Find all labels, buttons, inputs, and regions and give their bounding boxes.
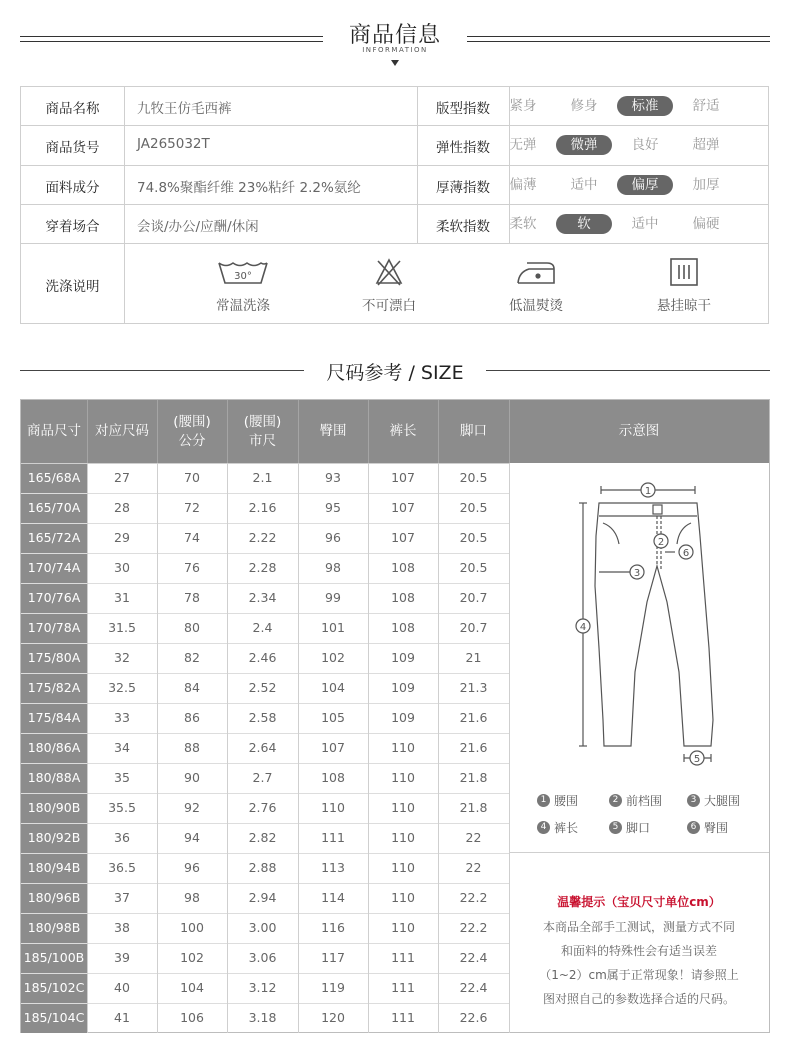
size-row (21, 493, 509, 523)
index-option: 适中 (631, 215, 659, 232)
size-value-cell: 110 (391, 920, 415, 935)
size-value-cell: 102 (321, 650, 345, 665)
size-value-cell: 110 (391, 770, 415, 785)
size-row (21, 673, 509, 703)
size-value-cell: 22.2 (459, 890, 488, 905)
index-option: 适中 (570, 176, 598, 193)
size-header-cell: (腰围) 市尺 (243, 413, 282, 449)
size-value-cell: 93 (325, 470, 341, 485)
index-option: 超弹 (692, 137, 720, 153)
legend-item (537, 819, 578, 836)
info-value: 会谈/办公/应酬/休闲 (137, 218, 259, 235)
size-value-cell: 41 (114, 1010, 130, 1025)
info-label: 穿着场合 (45, 218, 100, 235)
size-value-cell: 20.5 (459, 500, 488, 515)
size-value-cell: 2.22 (248, 530, 277, 545)
size-row (21, 733, 509, 763)
info-label: 商品名称 (45, 101, 100, 117)
size-value-cell: 74 (184, 530, 200, 545)
size-value-cell: 111 (321, 830, 345, 845)
size-value-cell: 98 (325, 560, 341, 575)
size-value-cell: 2.1 (252, 470, 273, 485)
size-value-cell: 88 (184, 740, 200, 755)
size-value-cell: 2.76 (248, 800, 277, 815)
info-label: 商品货号 (45, 140, 100, 156)
size-header-cell: 裤长 (389, 423, 417, 439)
size-value-cell: 22 (465, 830, 482, 845)
size-value-cell: 120 (321, 1010, 345, 1025)
product-info-table (20, 86, 769, 324)
no-bleach-icon (374, 257, 404, 287)
section-title-info: 商品信息 (348, 23, 441, 48)
size-value-cell: 104 (321, 680, 345, 695)
size-value-cell: 38 (114, 920, 130, 935)
size-value-cell: 21.8 (459, 800, 488, 815)
legend-item (609, 792, 662, 809)
index-option: 良好 (631, 137, 659, 153)
size-label-cell: 180/86A (21, 733, 87, 763)
tip-line-2: 和面料的特殊性会有适当误差 (560, 944, 717, 958)
size-value-cell: 20.7 (459, 590, 488, 605)
size-value-cell: 106 (180, 1010, 204, 1025)
size-value-cell: 72 (184, 500, 200, 515)
size-value-cell: 2.34 (248, 590, 277, 605)
size-value-cell: 33 (114, 710, 130, 725)
size-value-cell: 70 (184, 470, 200, 485)
size-value-cell: 20.5 (459, 560, 488, 575)
tip-line-1: 本商品全部手工测试，测量方式不同 (542, 920, 735, 934)
section-subtitle-info: INFORMATION (362, 46, 428, 54)
down-triangle-icon (391, 60, 399, 66)
index-option: 舒适 (692, 98, 720, 114)
index-option: 柔软 (509, 215, 537, 232)
diagram-marker-2: 2 (657, 537, 665, 548)
size-label-cell: 170/78A (21, 613, 87, 643)
size-value-cell: 109 (391, 650, 415, 665)
size-value-cell: 2.94 (248, 890, 277, 905)
pants-diagram (561, 476, 751, 776)
size-value-cell: 110 (391, 800, 415, 815)
size-row (21, 523, 509, 553)
size-value-cell: 98 (184, 890, 200, 905)
size-value-cell: 76 (184, 560, 200, 575)
size-row (21, 703, 509, 733)
size-value-cell: 22.4 (459, 950, 488, 965)
size-header-cell: (腰围) 公分 (173, 413, 211, 449)
size-value-cell: 2.58 (248, 710, 277, 725)
size-row (21, 463, 509, 493)
size-value-cell: 80 (184, 620, 200, 635)
index-label: 厚薄指数 (436, 179, 490, 196)
legend-label: 臀围 (704, 821, 729, 835)
size-label-cell: 185/104C (21, 1003, 87, 1033)
size-value-cell: 111 (391, 980, 415, 995)
size-value-cell: 3.18 (248, 1010, 277, 1025)
size-header-cell: 示意图 (618, 423, 660, 439)
size-value-cell: 86 (184, 710, 200, 725)
wash-care-label: 常温洗涤 (216, 298, 270, 314)
index-option: 紧身 (509, 98, 537, 114)
size-label-cell: 165/70A (21, 493, 87, 523)
size-value-cell: 101 (321, 620, 345, 635)
size-value-cell: 35.5 (108, 800, 136, 815)
legend-item (609, 819, 650, 836)
size-value-cell: 2.28 (248, 560, 277, 575)
header-rule-right (467, 36, 770, 42)
size-value-cell: 110 (391, 890, 415, 905)
size-header-cell: 商品尺寸 (27, 423, 81, 439)
size-row (21, 1003, 509, 1033)
size-value-cell: 119 (321, 980, 345, 995)
diagram-marker-1: 1 (644, 486, 652, 497)
legend-label: 腰围 (554, 794, 579, 808)
size-value-cell: 21.8 (459, 770, 488, 785)
size-value-cell: 21.3 (459, 680, 488, 695)
size-value-cell: 110 (391, 860, 415, 875)
legend-number: 1 (537, 794, 550, 807)
size-value-cell: 107 (391, 500, 415, 515)
size-label-cell: 175/82A (21, 673, 87, 703)
size-header-cell: 对应尺码 (95, 423, 149, 439)
size-value-cell: 22 (465, 860, 482, 875)
size-value-cell: 35 (114, 770, 130, 785)
size-label-cell: 180/88A (21, 763, 87, 793)
size-value-cell: 84 (184, 680, 200, 695)
size-value-cell: 2.46 (248, 650, 277, 665)
legend-item (537, 792, 578, 809)
info-label: 面料成分 (45, 179, 100, 196)
size-value-cell: 105 (321, 710, 345, 725)
size-value-cell: 3.06 (248, 950, 277, 965)
index-option: 偏厚 (617, 175, 673, 195)
size-value-cell: 110 (391, 740, 415, 755)
size-row (21, 883, 509, 913)
index-option: 无弹 (509, 137, 537, 153)
size-value-cell: 3.00 (248, 920, 277, 935)
legend-number: 4 (537, 821, 550, 834)
info-value: 74.8%聚酯纤维 23%粘纤 2.2%氨纶 (137, 179, 361, 196)
size-header-cell: 臀围 (319, 423, 347, 439)
legend-label: 前档围 (626, 794, 663, 808)
size-value-cell: 37 (114, 890, 130, 905)
size-value-cell: 36.5 (108, 860, 136, 875)
size-label-cell: 175/84A (21, 703, 87, 733)
size-value-cell: 108 (391, 560, 415, 575)
size-row (21, 853, 509, 883)
index-option: 偏薄 (509, 176, 537, 193)
diagram-marker-4: 4 (579, 622, 587, 633)
size-value-cell: 109 (391, 710, 415, 725)
size-row (21, 553, 509, 583)
wash-label: 洗涤说明 (45, 279, 100, 295)
size-value-cell: 94 (184, 830, 200, 845)
low-iron-icon (513, 257, 559, 287)
legend-label: 大腿围 (704, 794, 741, 808)
size-value-cell: 117 (321, 950, 345, 965)
size-value-cell: 2.88 (248, 860, 277, 875)
size-value-cell: 2.16 (248, 500, 277, 515)
size-label-cell: 180/92B (21, 823, 87, 853)
size-label-cell: 180/94B (21, 853, 87, 883)
size-value-cell: 108 (321, 770, 345, 785)
size-label-cell: 165/68A (21, 463, 87, 493)
size-value-cell: 114 (321, 890, 345, 905)
size-rule-right (486, 370, 770, 371)
size-value-cell: 107 (321, 740, 345, 755)
size-label-cell: 170/74A (21, 553, 87, 583)
size-row (21, 973, 509, 1003)
wash-30-icon (215, 257, 271, 287)
size-value-cell: 32 (114, 650, 130, 665)
tip-title: 温馨提示（宝贝尺寸单位cm） (557, 895, 721, 909)
legend-item (687, 819, 728, 836)
size-value-cell: 95 (325, 500, 341, 515)
size-value-cell: 96 (325, 530, 341, 545)
size-label-cell: 185/102C (21, 973, 87, 1003)
size-label-cell: 165/72A (21, 523, 87, 553)
size-value-cell: 21.6 (459, 740, 488, 755)
size-label-cell: 175/80A (21, 643, 87, 673)
size-value-cell: 28 (114, 500, 130, 515)
size-value-cell: 108 (391, 590, 415, 605)
index-option: 微弹 (556, 135, 612, 155)
size-value-cell: 116 (321, 920, 345, 935)
size-value-cell: 30 (114, 560, 130, 575)
size-value-cell: 102 (180, 950, 204, 965)
size-value-cell: 27 (114, 470, 130, 485)
legend-item (687, 792, 740, 809)
size-value-cell: 96 (184, 860, 200, 875)
size-value-cell: 110 (321, 800, 345, 815)
size-value-cell: 20.7 (459, 620, 488, 635)
legend-label: 裤长 (554, 821, 579, 835)
info-value: JA265032T (137, 136, 210, 152)
size-value-cell: 32.5 (108, 680, 136, 695)
hang-dry-icon (669, 257, 699, 287)
size-value-cell: 31 (114, 590, 130, 605)
size-value-cell: 21.6 (459, 710, 488, 725)
size-row (21, 643, 509, 673)
section-title-size: 尺码参考 / SIZE (326, 362, 464, 384)
size-value-cell: 34 (114, 740, 130, 755)
size-value-cell: 110 (391, 830, 415, 845)
size-value-cell: 108 (391, 620, 415, 635)
size-value-cell: 2.64 (248, 740, 277, 755)
index-option: 修身 (570, 98, 598, 114)
size-value-cell: 20.5 (459, 530, 488, 545)
size-value-cell: 20.5 (459, 470, 488, 485)
size-label-cell: 180/90B (21, 793, 87, 823)
index-label: 版型指数 (436, 101, 490, 117)
tip-line-3: （1~2）cm属于正常现象！请参照上 (539, 968, 739, 982)
legend-number: 6 (687, 821, 700, 834)
size-value-cell: 104 (180, 980, 204, 995)
index-label: 柔软指数 (436, 218, 490, 235)
size-value-cell: 92 (184, 800, 200, 815)
size-value-cell: 2.52 (248, 680, 277, 695)
size-value-cell: 109 (391, 680, 415, 695)
diagram-marker-6: 6 (682, 548, 690, 559)
index-option: 偏硬 (692, 215, 720, 232)
no-bleach-label: 不可漂白 (362, 298, 416, 314)
size-label-cell: 180/98B (21, 913, 87, 943)
size-value-cell: 2.7 (252, 770, 273, 785)
size-label-cell: 170/76A (21, 583, 87, 613)
header-rule-left (20, 36, 323, 42)
legend-number: 3 (687, 794, 700, 807)
size-row (21, 793, 509, 823)
size-row (21, 943, 509, 973)
hang-dry-label: 悬挂晾干 (657, 298, 711, 314)
size-value-cell: 22.6 (459, 1010, 488, 1025)
size-row (21, 913, 509, 943)
size-value-cell: 90 (184, 770, 200, 785)
size-value-cell: 82 (184, 650, 200, 665)
low-iron-label: 低温熨烫 (509, 298, 563, 314)
size-value-cell: 29 (114, 530, 130, 545)
tip-line-4: 图对照自己的参数选择合适的尺码。 (542, 992, 735, 1006)
size-label-cell: 185/100B (21, 943, 87, 973)
info-value: 九牧王仿毛西裤 (137, 101, 232, 117)
diagram-marker-3: 3 (633, 568, 641, 579)
size-value-cell: 40 (114, 980, 130, 995)
size-value-cell: 111 (391, 1010, 415, 1025)
size-table (20, 399, 770, 1033)
index-option: 标准 (617, 96, 673, 116)
size-value-cell: 113 (321, 860, 345, 875)
size-value-cell: 31.5 (108, 620, 136, 635)
legend-number: 2 (609, 794, 622, 807)
size-value-cell: 107 (391, 470, 415, 485)
legend-number: 5 (609, 821, 622, 834)
size-value-cell: 2.4 (252, 620, 273, 635)
size-value-cell: 99 (325, 590, 341, 605)
size-row (21, 583, 509, 613)
index-option: 加厚 (692, 176, 720, 193)
size-value-cell: 21 (465, 650, 482, 665)
wash-temp: 30° (234, 271, 252, 282)
size-value-cell: 111 (391, 950, 415, 965)
size-label-cell: 180/96B (21, 883, 87, 913)
size-value-cell: 2.82 (248, 830, 277, 845)
size-value-cell: 107 (391, 530, 415, 545)
size-value-cell: 22.2 (459, 920, 488, 935)
legend-label: 脚口 (626, 821, 651, 835)
size-value-cell: 78 (184, 590, 200, 605)
size-row (21, 613, 509, 643)
size-row (21, 763, 509, 793)
size-row (21, 823, 509, 853)
index-label: 弹性指数 (436, 140, 490, 156)
diagram-marker-5: 5 (693, 754, 701, 765)
size-value-cell: 22.4 (459, 980, 488, 995)
size-header-cell: 脚口 (460, 423, 487, 439)
size-rule-left (20, 370, 304, 371)
size-value-cell: 39 (114, 950, 130, 965)
size-value-cell: 36 (114, 830, 130, 845)
size-value-cell: 100 (180, 920, 204, 935)
index-option: 软 (556, 214, 612, 234)
size-value-cell: 3.12 (248, 980, 277, 995)
